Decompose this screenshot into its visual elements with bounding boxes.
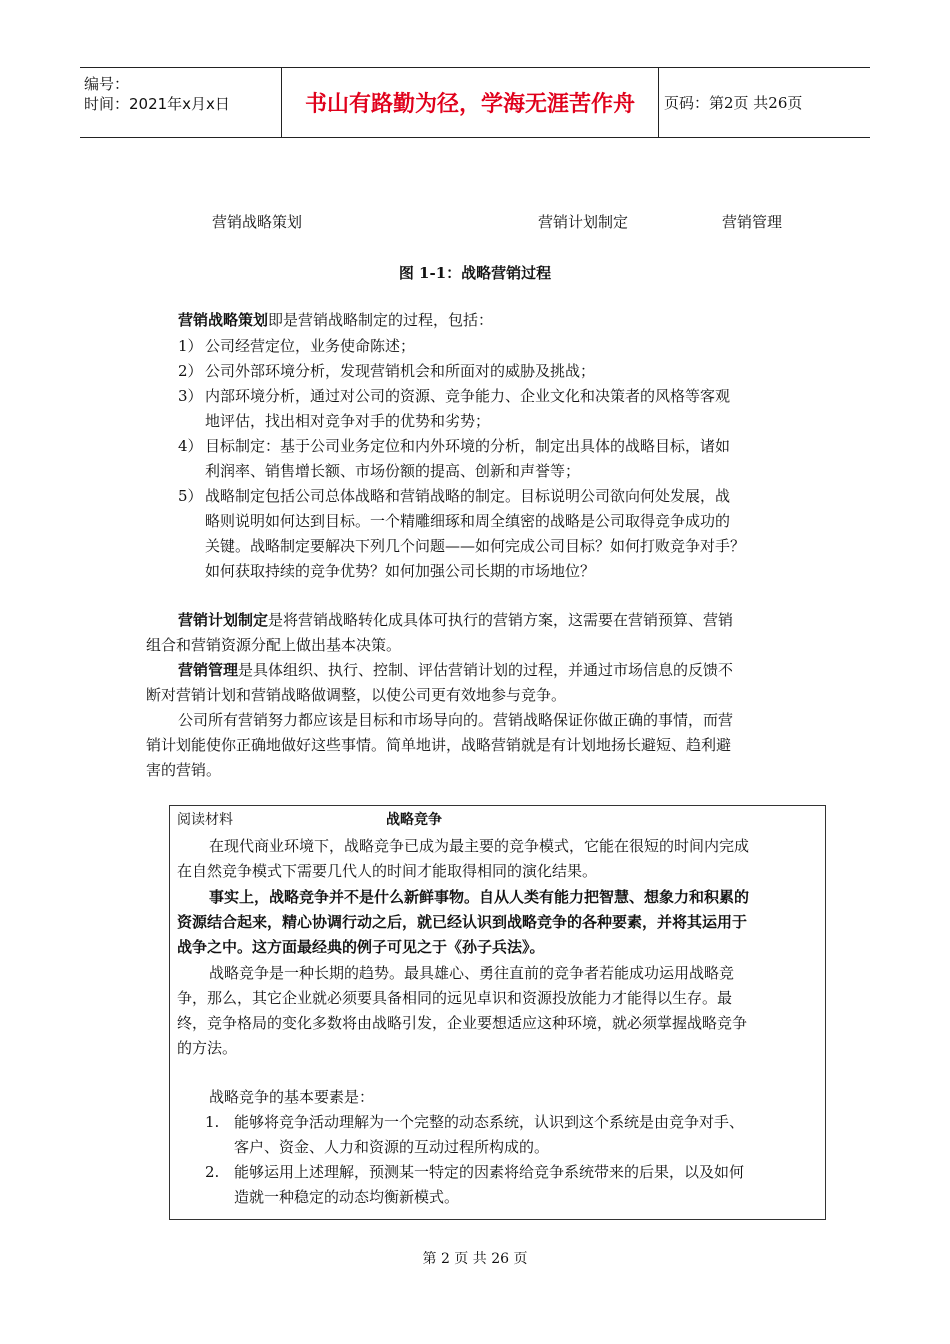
page-header: [80, 67, 870, 138]
list-item-text: 公司外部环境分析，发现营销机会和所面对的威胁及挑战；: [205, 362, 596, 380]
paragraph-plan-line2: 组合和营销资源分配上做出基本决策。: [146, 636, 402, 654]
paragraph-plan-bold: 营销计划制定: [178, 611, 269, 629]
flow-item-management: 营销管理: [722, 213, 783, 231]
reading-paragraph-line: 争，那么，其它企业就必须要具备相同的远见卓识和资源投放能力才能得以生存。最: [177, 989, 733, 1007]
reading-label: 阅读材料: [177, 812, 233, 828]
paragraph-management-line2: 断对营销计划和营销战略做调整，以使公司更有效地参与竞争。: [146, 686, 567, 704]
reading-paragraph-line: 战略竞争是一种长期的趋势。最具雄心、勇往直前的竞争者若能成功运用战略竞: [209, 964, 735, 982]
header-number: 编号：: [84, 75, 130, 93]
reading-paragraph-line: 在自然竞争模式下需要几代人的时间才能取得相同的演化结果。: [177, 862, 598, 880]
reading-title: 战略竞争: [386, 812, 442, 828]
list-item-num: 2）: [178, 362, 203, 380]
figure-caption: 图 1-1：战略营销过程: [398, 264, 552, 282]
list-item-text: 关键。战略制定要解决下列几个问题——如何完成公司目标？如何打败竞争对手？: [205, 537, 746, 555]
reading-bold-line: 事实上，战略竞争并不是什么新鲜事物。自从人类有能力把智慧、想象力和积累的: [209, 888, 750, 906]
element-num: 2.: [205, 1163, 220, 1181]
reading-bold-line: 战争之中。这方面最经典的例子可见之于《孙子兵法》。: [177, 938, 545, 956]
header-time: 时间：2021年x月x日: [84, 95, 230, 113]
paragraph-management-bold: 营销管理: [178, 661, 239, 679]
list-item-num: 4）: [178, 437, 203, 455]
list-item-text: 目标制定：基于公司业务定位和内外环境的分析，制定出具体的战略目标，诸如: [205, 437, 731, 455]
elements-intro: 战略竞争的基本要素是：: [209, 1088, 375, 1106]
element-text: 能够将竞争活动理解为一个完整的动态系统，认识到这个系统是由竞争对手、: [234, 1113, 745, 1131]
list-item-text: 利润率、销售增长额、市场份额的提高、创新和声誉等；: [205, 462, 581, 480]
paragraph-summary-line: 销计划能使你正确地做好这些事情。简单地讲，战略营销就是有计划地扬长避短、趋利避: [146, 736, 732, 754]
section1-lead: [178, 310, 493, 330]
element-text: 能够运用上述理解，预测某一特定的因素将给竞争系统带来的后果，以及如何: [234, 1163, 745, 1181]
section1-lead-bold: 营销战略策划: [178, 311, 269, 329]
list-item-text: 战略制定包括公司总体战略和营销战略的制定。目标说明公司欲向何处发展，战: [205, 487, 731, 505]
reading-paragraph-line: 终，竞争格局的变化多数将由战略引发，企业要想适应这种环境，就必须掌握战略竞争: [177, 1014, 748, 1032]
list-item-num: 1）: [178, 337, 203, 355]
paragraph-management: [178, 660, 733, 680]
reading-bold-line: 资源结合起来，精心协调行动之后，就已经认识到战略竞争的各种要素，并将其运用于: [177, 913, 748, 931]
paragraph-management-line1: 是具体组织、执行、控制、评估营销计划的过程，并通过市场信息的反馈不: [238, 661, 734, 679]
list-item-num: 5）: [178, 487, 203, 505]
header-meta: [80, 68, 280, 137]
element-num: 1.: [205, 1113, 220, 1131]
section1-lead-rest: 即是营销战略制定的过程，包括：: [268, 311, 494, 329]
reading-paragraph-line: 的方法。: [177, 1039, 238, 1057]
element-text: 造就一种稳定的动态均衡新模式。: [234, 1188, 460, 1206]
flow-item-strategy: 营销战略策划: [212, 213, 303, 231]
paragraph-plan: [178, 610, 733, 630]
list-item-text: 略则说明如何达到目标。一个精雕细琢和周全缜密的战略是公司取得竞争成功的: [205, 512, 731, 530]
list-item-num: 3）: [178, 387, 203, 405]
list-item-text: 内部环境分析，通过对公司的资源、竞争能力、企业文化和决策者的风格等客观: [205, 387, 731, 405]
list-item-text: 如何获取持续的竞争优势？如何加强公司长期的市场地位？: [205, 562, 596, 580]
header-page-info: 页码：第2页 共26页: [664, 94, 803, 112]
paragraph-summary-line: 害的营销。: [146, 761, 222, 779]
paragraph-plan-line1: 是将营销战略转化成具体可执行的营销方案，这需要在营销预算、营销: [268, 611, 734, 629]
list-item-text: 地评估，找出相对竞争对手的优势和劣势；: [205, 412, 491, 430]
paragraph-summary-line: 公司所有营销努力都应该是目标和市场导向的。营销战略保证你做正确的事情，而营: [178, 711, 734, 729]
header-motto: 书山有路勤为径，学海无涯苦作舟: [281, 68, 659, 137]
list-item-text: 公司经营定位，业务使命陈述；: [205, 337, 416, 355]
page-footer: 第 2 页 共 26 页: [422, 1251, 528, 1267]
flow-item-plan: 营销计划制定: [538, 213, 629, 231]
element-text: 客户、资金、人力和资源的互动过程所构成的。: [234, 1138, 550, 1156]
reading-paragraph-line: 在现代商业环境下，战略竞争已成为最主要的竞争模式，它能在很短的时间内完成: [209, 837, 750, 855]
